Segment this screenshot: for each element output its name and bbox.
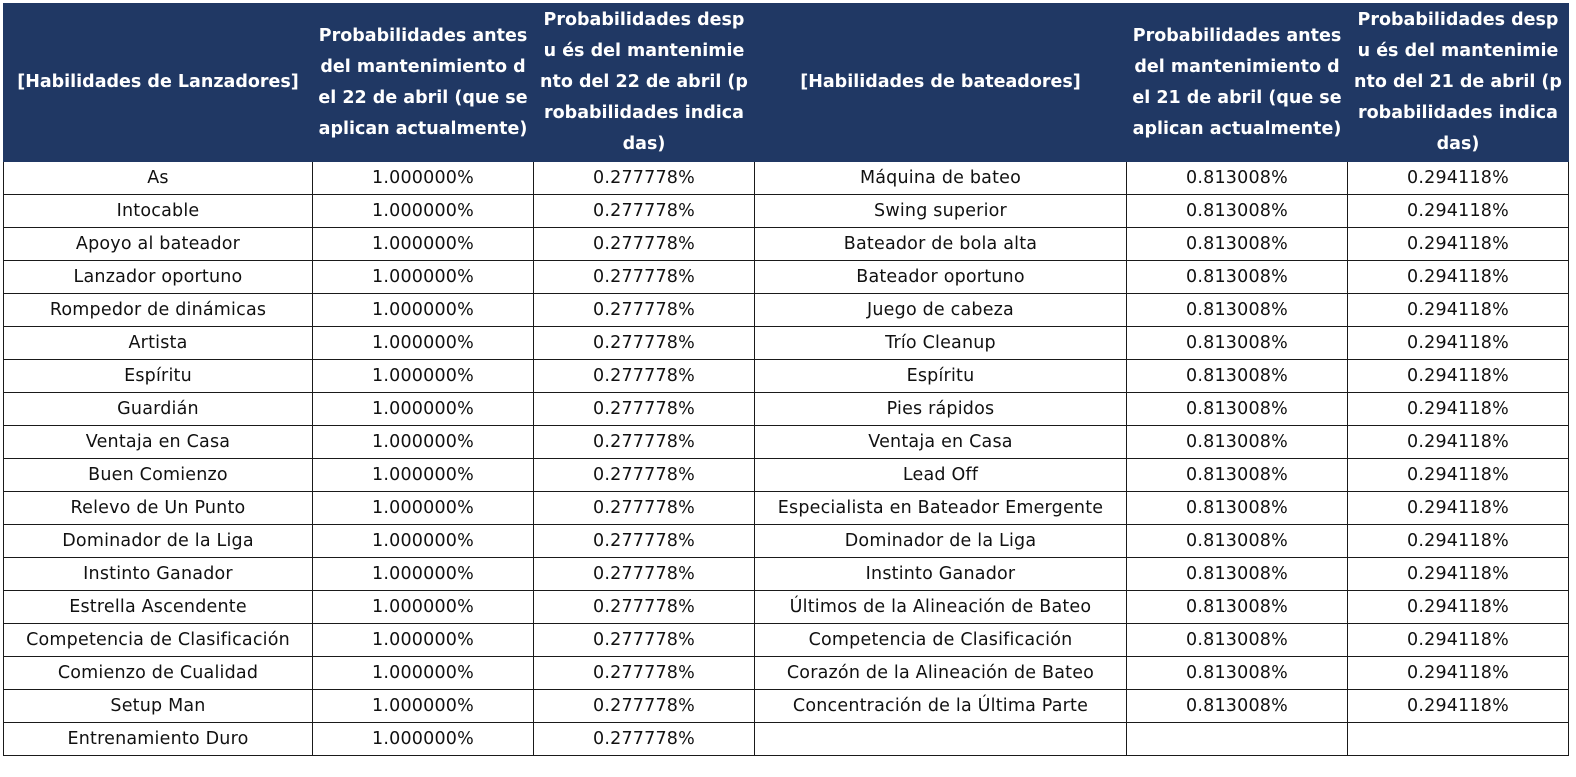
batter-skill-cell: Competencia de Clasificación xyxy=(755,624,1127,657)
pitcher-before-cell: 1.000000% xyxy=(313,294,534,327)
pitcher-before-cell: 1.000000% xyxy=(313,360,534,393)
pitcher-after-cell: 0.277778% xyxy=(534,558,755,591)
pitcher-before-cell: 1.000000% xyxy=(313,492,534,525)
table-row xyxy=(4,261,1569,294)
batter-skill-cell: Instinto Ganador xyxy=(755,558,1127,591)
table-row xyxy=(4,591,1569,624)
pitcher-before-cell: 1.000000% xyxy=(313,426,534,459)
pitcher-after-cell: 0.277778% xyxy=(534,162,755,195)
batter-after-cell xyxy=(1348,723,1569,756)
table-row xyxy=(4,294,1569,327)
pitcher-before-cell: 1.000000% xyxy=(313,591,534,624)
pitcher-skill-cell: Instinto Ganador xyxy=(4,558,313,591)
pitcher-before-cell: 1.000000% xyxy=(313,261,534,294)
table-row xyxy=(4,492,1569,525)
batter-after-header: Probabilidades despu és del mantenimiento del 21 de abril (probabilidades indicadas) xyxy=(1348,4,1569,162)
batter-skill-cell: Espíritu xyxy=(755,360,1127,393)
pitcher-before-cell: 1.000000% xyxy=(313,162,534,195)
pitcher-after-cell: 0.277778% xyxy=(534,492,755,525)
batter-skill-cell: Especialista en Bateador Emergente xyxy=(755,492,1127,525)
batter-before-cell: 0.813008% xyxy=(1127,195,1348,228)
table-body xyxy=(4,162,1569,756)
batter-before-header: Probabilidades antes del mantenimiento del 21 de abril (que se aplican actualmente) xyxy=(1127,4,1348,162)
batter-skill-cell: Swing superior xyxy=(755,195,1127,228)
pitcher-before-cell: 1.000000% xyxy=(313,624,534,657)
skill-probability-table xyxy=(3,3,1569,756)
pitcher-skill-cell: Espíritu xyxy=(4,360,313,393)
batter-skill-cell: Lead Off xyxy=(755,459,1127,492)
batter-after-cell: 0.294118% xyxy=(1348,261,1569,294)
batter-before-cell: 0.813008% xyxy=(1127,525,1348,558)
pitcher-after-cell: 0.277778% xyxy=(534,723,755,756)
pitcher-after-cell: 0.277778% xyxy=(534,459,755,492)
batter-skills-header: [Habilidades de bateadores] xyxy=(755,4,1127,162)
batter-before-cell xyxy=(1127,723,1348,756)
table-row xyxy=(4,360,1569,393)
batter-skill-cell: Pies rápidos xyxy=(755,393,1127,426)
pitcher-after-cell: 0.277778% xyxy=(534,393,755,426)
batter-before-cell: 0.813008% xyxy=(1127,591,1348,624)
batter-before-cell: 0.813008% xyxy=(1127,294,1348,327)
pitcher-skill-cell: Ventaja en Casa xyxy=(4,426,313,459)
batter-after-cell: 0.294118% xyxy=(1348,459,1569,492)
batter-skill-cell: Trío Cleanup xyxy=(755,327,1127,360)
pitcher-skill-cell: Artista xyxy=(4,327,313,360)
pitcher-after-cell: 0.277778% xyxy=(534,657,755,690)
batter-after-cell: 0.294118% xyxy=(1348,426,1569,459)
batter-before-cell: 0.813008% xyxy=(1127,261,1348,294)
pitcher-skill-cell: Setup Man xyxy=(4,690,313,723)
pitcher-after-cell: 0.277778% xyxy=(534,525,755,558)
batter-before-cell: 0.813008% xyxy=(1127,426,1348,459)
header-row xyxy=(4,4,1569,162)
pitcher-after-cell: 0.277778% xyxy=(534,360,755,393)
batter-before-cell: 0.813008% xyxy=(1127,228,1348,261)
batter-before-cell: 0.813008% xyxy=(1127,393,1348,426)
pitcher-skill-cell: Intocable xyxy=(4,195,313,228)
pitcher-after-cell: 0.277778% xyxy=(534,228,755,261)
table-row xyxy=(4,723,1569,756)
batter-skill-cell: Ventaja en Casa xyxy=(755,426,1127,459)
batter-skill-cell: Bateador oportuno xyxy=(755,261,1127,294)
batter-skill-cell: Concentración de la Última Parte xyxy=(755,690,1127,723)
batter-after-cell: 0.294118% xyxy=(1348,228,1569,261)
batter-after-cell: 0.294118% xyxy=(1348,657,1569,690)
batter-after-cell: 0.294118% xyxy=(1348,393,1569,426)
batter-skill-cell: Dominador de la Liga xyxy=(755,525,1127,558)
table-row xyxy=(4,657,1569,690)
table-row xyxy=(4,624,1569,657)
batter-before-cell: 0.813008% xyxy=(1127,657,1348,690)
pitcher-before-cell: 1.000000% xyxy=(313,327,534,360)
batter-before-cell: 0.813008% xyxy=(1127,327,1348,360)
table-header xyxy=(4,4,1569,162)
table-row xyxy=(4,228,1569,261)
batter-before-cell: 0.813008% xyxy=(1127,162,1348,195)
table-row xyxy=(4,393,1569,426)
pitcher-skill-cell: Entrenamiento Duro xyxy=(4,723,313,756)
pitcher-skill-cell: Competencia de Clasificación xyxy=(4,624,313,657)
table-row xyxy=(4,558,1569,591)
batter-after-cell: 0.294118% xyxy=(1348,591,1569,624)
pitcher-after-header: Probabilidades despu és del mantenimiento del 22 de abril (probabilidades indicadas) xyxy=(534,4,755,162)
pitcher-skill-cell: Relevo de Un Punto xyxy=(4,492,313,525)
pitcher-skill-cell: Dominador de la Liga xyxy=(4,525,313,558)
pitcher-skill-cell: Estrella Ascendente xyxy=(4,591,313,624)
pitcher-before-cell: 1.000000% xyxy=(313,525,534,558)
batter-skill-cell: Últimos de la Alineación de Bateo xyxy=(755,591,1127,624)
batter-after-cell: 0.294118% xyxy=(1348,525,1569,558)
table-row xyxy=(4,459,1569,492)
pitcher-after-cell: 0.277778% xyxy=(534,624,755,657)
table-row xyxy=(4,426,1569,459)
pitcher-skill-cell: Rompedor de dinámicas xyxy=(4,294,313,327)
table-row xyxy=(4,327,1569,360)
batter-after-cell: 0.294118% xyxy=(1348,690,1569,723)
batter-after-cell: 0.294118% xyxy=(1348,327,1569,360)
batter-skill-cell: Juego de cabeza xyxy=(755,294,1127,327)
batter-skill-cell: Corazón de la Alineación de Bateo xyxy=(755,657,1127,690)
batter-after-cell: 0.294118% xyxy=(1348,294,1569,327)
batter-skill-cell: Máquina de bateo xyxy=(755,162,1127,195)
batter-after-cell: 0.294118% xyxy=(1348,195,1569,228)
batter-before-cell: 0.813008% xyxy=(1127,492,1348,525)
pitcher-skill-cell: Guardián xyxy=(4,393,313,426)
batter-before-cell: 0.813008% xyxy=(1127,459,1348,492)
batter-after-cell: 0.294118% xyxy=(1348,492,1569,525)
pitcher-after-cell: 0.277778% xyxy=(534,591,755,624)
pitcher-before-cell: 1.000000% xyxy=(313,723,534,756)
pitcher-skill-cell: Comienzo de Cualidad xyxy=(4,657,313,690)
pitcher-after-cell: 0.277778% xyxy=(534,690,755,723)
batter-after-cell: 0.294118% xyxy=(1348,360,1569,393)
pitcher-after-cell: 0.277778% xyxy=(534,426,755,459)
batter-skill-cell xyxy=(755,723,1127,756)
batter-before-cell: 0.813008% xyxy=(1127,360,1348,393)
pitcher-before-cell: 1.000000% xyxy=(313,657,534,690)
batter-skill-cell: Bateador de bola alta xyxy=(755,228,1127,261)
pitcher-skills-header: [Habilidades de Lanzadores] xyxy=(4,4,313,162)
batter-after-cell: 0.294118% xyxy=(1348,558,1569,591)
pitcher-after-cell: 0.277778% xyxy=(534,195,755,228)
pitcher-before-cell: 1.000000% xyxy=(313,228,534,261)
table-row xyxy=(4,162,1569,195)
batter-before-cell: 0.813008% xyxy=(1127,690,1348,723)
table-row xyxy=(4,690,1569,723)
pitcher-before-cell: 1.000000% xyxy=(313,393,534,426)
pitcher-after-cell: 0.277778% xyxy=(534,261,755,294)
batter-after-cell: 0.294118% xyxy=(1348,624,1569,657)
batter-after-cell: 0.294118% xyxy=(1348,162,1569,195)
table-row xyxy=(4,195,1569,228)
pitcher-skill-cell: Lanzador oportuno xyxy=(4,261,313,294)
pitcher-before-cell: 1.000000% xyxy=(313,558,534,591)
batter-before-cell: 0.813008% xyxy=(1127,558,1348,591)
pitcher-skill-cell: As xyxy=(4,162,313,195)
table-row xyxy=(4,525,1569,558)
pitcher-before-cell: 1.000000% xyxy=(313,459,534,492)
pitcher-after-cell: 0.277778% xyxy=(534,294,755,327)
pitcher-after-cell: 0.277778% xyxy=(534,327,755,360)
pitcher-skill-cell: Apoyo al bateador xyxy=(4,228,313,261)
pitcher-before-header: Probabilidades antes del mantenimiento del 22 de abril (que se aplican actualmente) xyxy=(313,4,534,162)
pitcher-before-cell: 1.000000% xyxy=(313,690,534,723)
pitcher-skill-cell: Buen Comienzo xyxy=(4,459,313,492)
pitcher-before-cell: 1.000000% xyxy=(313,195,534,228)
batter-before-cell: 0.813008% xyxy=(1127,624,1348,657)
